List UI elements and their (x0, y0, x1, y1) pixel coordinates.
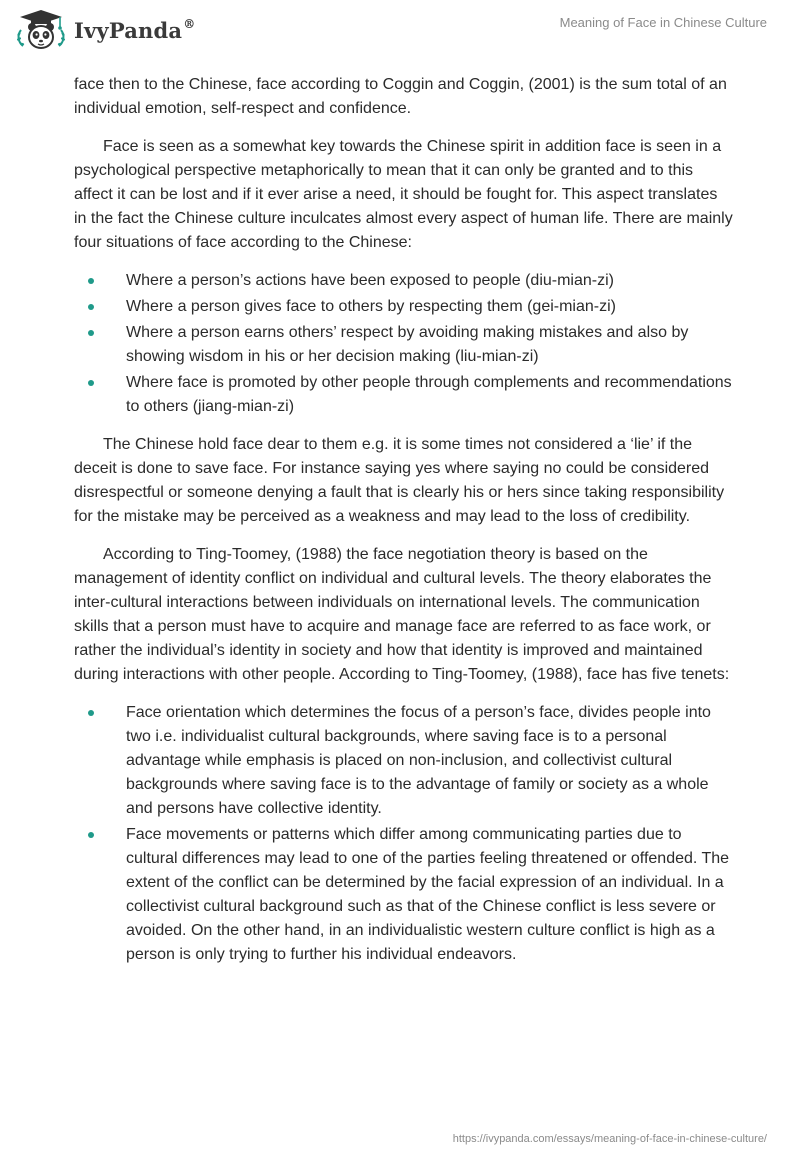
bullet-dot-icon (88, 832, 94, 838)
face-situations-list (74, 269, 734, 419)
list-item: Where a person gives face to others by respecting them (gei-mian-zi) (74, 295, 734, 319)
list-item: Face movements or patterns which differ among communicating parties due to cultural differences may lead to one of the parties feeling threatened or offended. The extent of the conflict can be determined by the facial expression of an individual. In a collectivist cultural background such as that of the Chinese conflict is less severe or avoided. On the other hand, in an individualistic western culture conflict is high as a person is only trying to further his individual endeavors. (74, 823, 734, 967)
paragraph-4: According to Ting-Toomey, (1988) the face negotiation theory is based on the management of identity conflict on individual and cultural levels. The theory elaborates the inter-cultural interactions between individuals on international levels. The communication skills that a person must have to acquire and manage face are referred to as face work, or rather the individual’s identity in society and how that identity is improved and maintained during interactions with other people. According to Ting-Toomey, (1988), face has five tenets: (74, 546, 730, 683)
source-url[interactable]: https://ivypanda.com/essays/meaning-of-face-in-chinese-culture/ (452, 1133, 767, 1145)
brand-logo[interactable] (14, 8, 195, 52)
panda-graduation-cap-logo-icon (14, 8, 68, 52)
list-item: Where a person earns others’ respect by avoiding making mistakes and also by showing wisdom in his or her decision making (liu-mian-zi) (74, 321, 734, 369)
brand-name: IvyPanda® (74, 16, 196, 43)
bullet-dot-icon (88, 304, 94, 310)
face-tenets-list (74, 701, 734, 967)
paragraph-3: The Chinese hold face dear to them e.g. it is some times not considered a ‘lie’ if the deceit is done to save face. For instance saying yes where saying no could be considered disrespectful or someone denying a fault that is clearly his or hers since taking responsibility for the mistake may be perceived as a weakness and may lead to the loss of credibility. (74, 436, 725, 525)
list-item: Where a person’s actions have been exposed to people (diu-mian-zi) (74, 269, 734, 293)
list-item: Face orientation which determines the focus of a person’s face, divides people into two i.e. individualist cultural backgrounds, where saving face is to a personal advantage while emphasis is placed on non-inclusion, and collectivist cultural backgrounds where saving face is to the advantage of family or society as a whole and persons have collective identity. (74, 701, 734, 821)
registered-mark: ® (183, 16, 196, 31)
bullet-dot-icon (88, 710, 94, 716)
bullet-dot-icon (88, 330, 94, 336)
document-title: Meaning of Face in Chinese Culture (559, 15, 767, 30)
paragraph-1: face then to the Chinese, face according to Coggin and Coggin, (2001) is the sum total of an individual emotion, self-respect and confidence. (74, 76, 727, 117)
paragraph-2: Face is seen as a somewhat key towards the Chinese spirit in addition face is seen in a psychological perspective metaphorically to mean that it can only be granted and to this affect it can be lost and if it ever arise a need, it should be fought for. This aspect translates in the fact the Chinese culture inculcates almost every aspect of human life. There are mainly four situations of face according to the Chinese: (74, 138, 733, 251)
essay-body (74, 73, 734, 969)
list-item: Where face is promoted by other people through complements and recommendations to others (jiang-mian-zi) (74, 371, 734, 419)
page-header (0, 0, 800, 64)
bullet-dot-icon (88, 380, 94, 386)
bullet-dot-icon (88, 278, 94, 284)
